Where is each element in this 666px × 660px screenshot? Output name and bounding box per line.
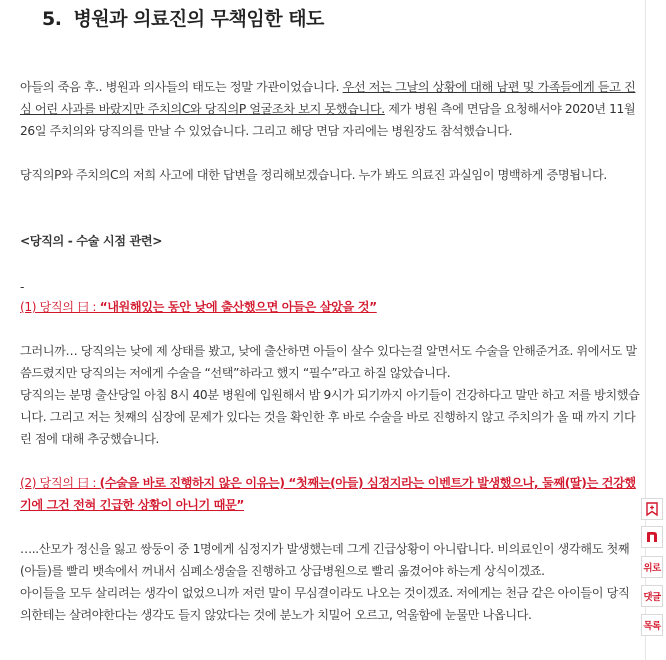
para5-text: …..산모가 정신을 잃고 쌍둥이 중 1명에게 심정지가 발생했는데 그게 긴급상황이 아니랍니다. 비의료인이 생각해도 첫째(아들)를 빨리 뱃속에서 꺼내서 심폐소생술을 진행하고 상급병원으로 빨리 옮겼어야 하는게 상식이겠죠. bbox=[20, 542, 630, 578]
quote1-label: (1) 당직의 曰 : bbox=[20, 300, 100, 314]
bookmark-icon bbox=[646, 502, 658, 516]
para4-text: 당직의는 분명 출산당일 아침 8시 40분 병원에 입원해서 밤 9시가 되기까지 아기들이 건강하다고 말만 하고 저를 방치했습니다. 그리고 저는 첫째의 심장에 문제가 있다는 것을 확인한 후 바로 수술을 바로 진행하지 않고 주치의가 올 때 까지 기다린 점에 대해 추궁했습니다. bbox=[20, 388, 640, 446]
report-button[interactable] bbox=[641, 556, 663, 578]
subsection-title bbox=[20, 230, 640, 252]
section-number: 5. bbox=[42, 8, 62, 30]
section-title: 병원과 의료진의 무책임한 태도 bbox=[73, 8, 324, 30]
quote2-label: (2) 당직의 曰 : bbox=[20, 476, 100, 490]
comment-label: 댓글 bbox=[643, 592, 661, 603]
comment-button[interactable] bbox=[641, 585, 663, 607]
subsection-title-text: <당직의 - 수술 시점 관련> bbox=[20, 234, 163, 248]
section-heading bbox=[42, 4, 324, 31]
bookmark-button[interactable] bbox=[641, 498, 663, 520]
para1-pre: 아들의 죽음 후.. 병원과 의사들의 태도는 정말 가관이었습니다. bbox=[20, 80, 343, 94]
para1-post: 제가 병원 측에 면담을 요청해서야 2020년 11월 26일 주치의와 당직의를 만날 수 있었습니다. 그리고 해당 면담 자리에는 병원장도 참석했습니다. bbox=[20, 102, 636, 138]
naver-n-icon bbox=[646, 531, 658, 543]
list-button[interactable] bbox=[641, 614, 663, 636]
paragraph-6 bbox=[20, 582, 640, 626]
report-label: 위로 bbox=[643, 563, 661, 574]
quote1-text: “내원해있는 동안 낮에 출산했으면 아들은 살았을 것” bbox=[99, 300, 377, 314]
paragraph-4 bbox=[20, 384, 640, 450]
list-label: 목록 bbox=[643, 621, 661, 632]
dash-marker bbox=[20, 276, 640, 298]
quote2-text: (수술을 바로 진행하지 않은 이유는) “첫째는(아들) 심정지라는 이벤트가 발생했으나, 둘째(딸)는 건강했기에 그건 전혀 긴급한 상황이 아니기 때문” bbox=[20, 476, 636, 512]
para6-text: 아이들을 모두 살리려는 생각이 없었으니까 저런 말이 무심결이라도 나오는 것이겠죠. 저에게는 천금 같은 아이들이 당직의한테는 살려야한다는 생각도 들지 않았다는 것에 분노가 치밀어 오르고, 억울함에 눈물만 나옵니다. bbox=[20, 586, 630, 622]
naver-share-button[interactable] bbox=[641, 526, 663, 548]
quote-item-2 bbox=[20, 472, 640, 516]
paragraph-5 bbox=[20, 538, 640, 582]
paragraph-1 bbox=[20, 76, 640, 142]
para2-text: 당직의P와 주치의C의 저희 사고에 대한 답변을 정리해보겠습니다. 누가 봐도 의료진 과실임이 명백하게 증명됩니다. bbox=[20, 168, 607, 182]
para3-text: 그러니까… 당직의는 낮에 제 상태를 봤고, 낮에 출산하면 아들이 살수 있다는걸 알면서도 수술을 안해준거죠. 위에서도 말씀드렸지만 당직의는 저에게 수술을 “선택”하라고 했지 “필수”라고 하질 않았습니다. bbox=[20, 344, 637, 380]
dash-text: - bbox=[20, 280, 24, 294]
paragraph-3 bbox=[20, 340, 640, 384]
paragraph-2 bbox=[20, 164, 640, 186]
quote-item-1 bbox=[20, 296, 640, 318]
para1-underlined: 우선 저는 그날의 상황에 대해 남편 및 가족들에게 듣고 진심 어린 사과를 바랐지만 주치의C와 당직의P 얼굴조차 보지 못했습니다. bbox=[20, 80, 636, 116]
